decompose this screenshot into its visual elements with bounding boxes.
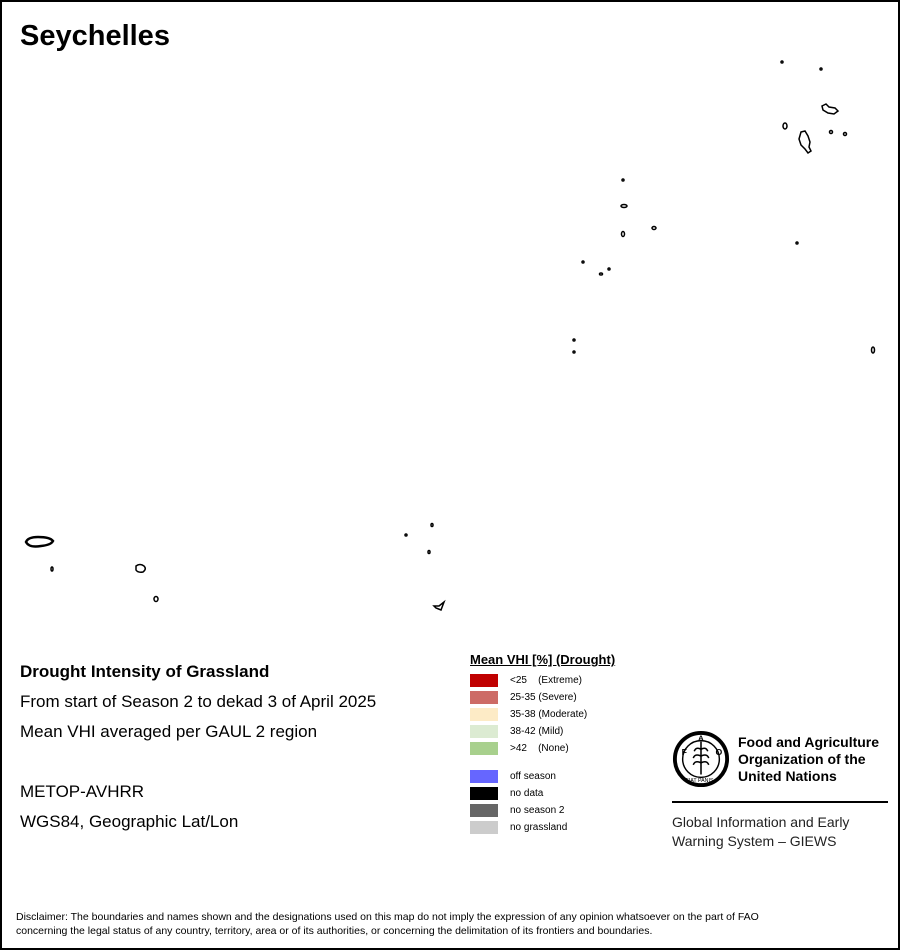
legend-label: 38-42 (Mild) [510,726,564,737]
legend-item [470,706,615,723]
island-cluster-inner [573,61,875,353]
island [844,133,847,136]
map-title: Seychelles [20,20,170,52]
legend-label: >42 (None) [510,743,569,754]
info-method: Mean VHI averaged per GAUL 2 region [20,722,318,741]
legend-item [470,689,615,706]
legend-item [470,672,615,689]
legend-swatch [470,708,498,721]
island [154,597,158,602]
legend-item [470,785,615,802]
map-legend [470,652,615,836]
legend-label: no grassland [510,822,568,833]
island [573,339,575,341]
svg-text:O: O [715,747,723,758]
island [796,242,798,244]
legend-swatch [470,691,498,704]
map-info [20,657,376,837]
island [600,273,603,275]
legend-label: 25-35 (Severe) [510,692,577,703]
island [652,227,656,230]
map-canvas [2,2,898,632]
fao-emblem-text: F [681,747,687,758]
info-projection: WGS84, Geographic Lat/Lon [20,812,239,831]
island-cluster-outer [26,524,444,611]
legend-swatch [470,725,498,738]
island [428,551,430,554]
island [622,179,624,181]
island [51,567,53,571]
fao-emblem-icon [672,730,730,788]
fao-logo-block [672,730,890,851]
svg-text:A: A [698,733,704,743]
legend-item [470,768,615,785]
info-sensor: METOP-AVHRR [20,782,145,801]
island [608,268,610,270]
island [621,205,627,208]
legend-swatch [470,770,498,783]
legend-swatch [470,742,498,755]
legend-swatch [470,821,498,834]
legend-swatch [470,674,498,687]
island [820,68,822,70]
legend-label: 35-38 (Moderate) [510,709,588,720]
island [783,123,787,129]
island [799,131,811,153]
legend-label: no data [510,788,544,799]
island [26,537,53,547]
legend-swatch [470,787,498,800]
info-period: From start of Season 2 to dekad 3 of April 2025 [20,692,377,711]
giews-name: Global Information and Early Warning System – GIEWS [672,814,850,849]
legend-item [470,740,615,757]
island [136,565,145,573]
fao-org-name: Food and Agriculture Organization of the United Nations [738,733,880,784]
disclaimer: Disclaimer: The boundaries and names shown and the designations used on this map do not imply the expression of any opinion whatsoever on the part of FAO concerning the legal status of any country, territory, area or of its authorities, or concerning the delimitation of its frontiers and boundaries. [16,911,759,937]
island [582,261,584,263]
legend-item [470,802,615,819]
island [781,61,783,63]
island [830,131,833,134]
legend-label: <25 (Extreme) [510,675,582,686]
island [434,602,444,610]
island [822,104,838,114]
island [573,351,575,353]
island [405,534,407,536]
island [622,232,625,237]
legend-item [470,819,615,836]
legend-title: Mean VHI [%] (Drought) [470,652,616,667]
legend-swatch [470,804,498,817]
island [431,524,433,527]
fao-emblem-motto: FIAT PANIS [685,778,714,785]
legend-label: no season 2 [510,805,565,816]
island [872,347,875,353]
info-heading: Drought Intensity of Grassland [20,662,270,681]
legend-item [470,723,615,740]
legend-label: off season [510,771,556,782]
logo-divider [672,801,888,803]
